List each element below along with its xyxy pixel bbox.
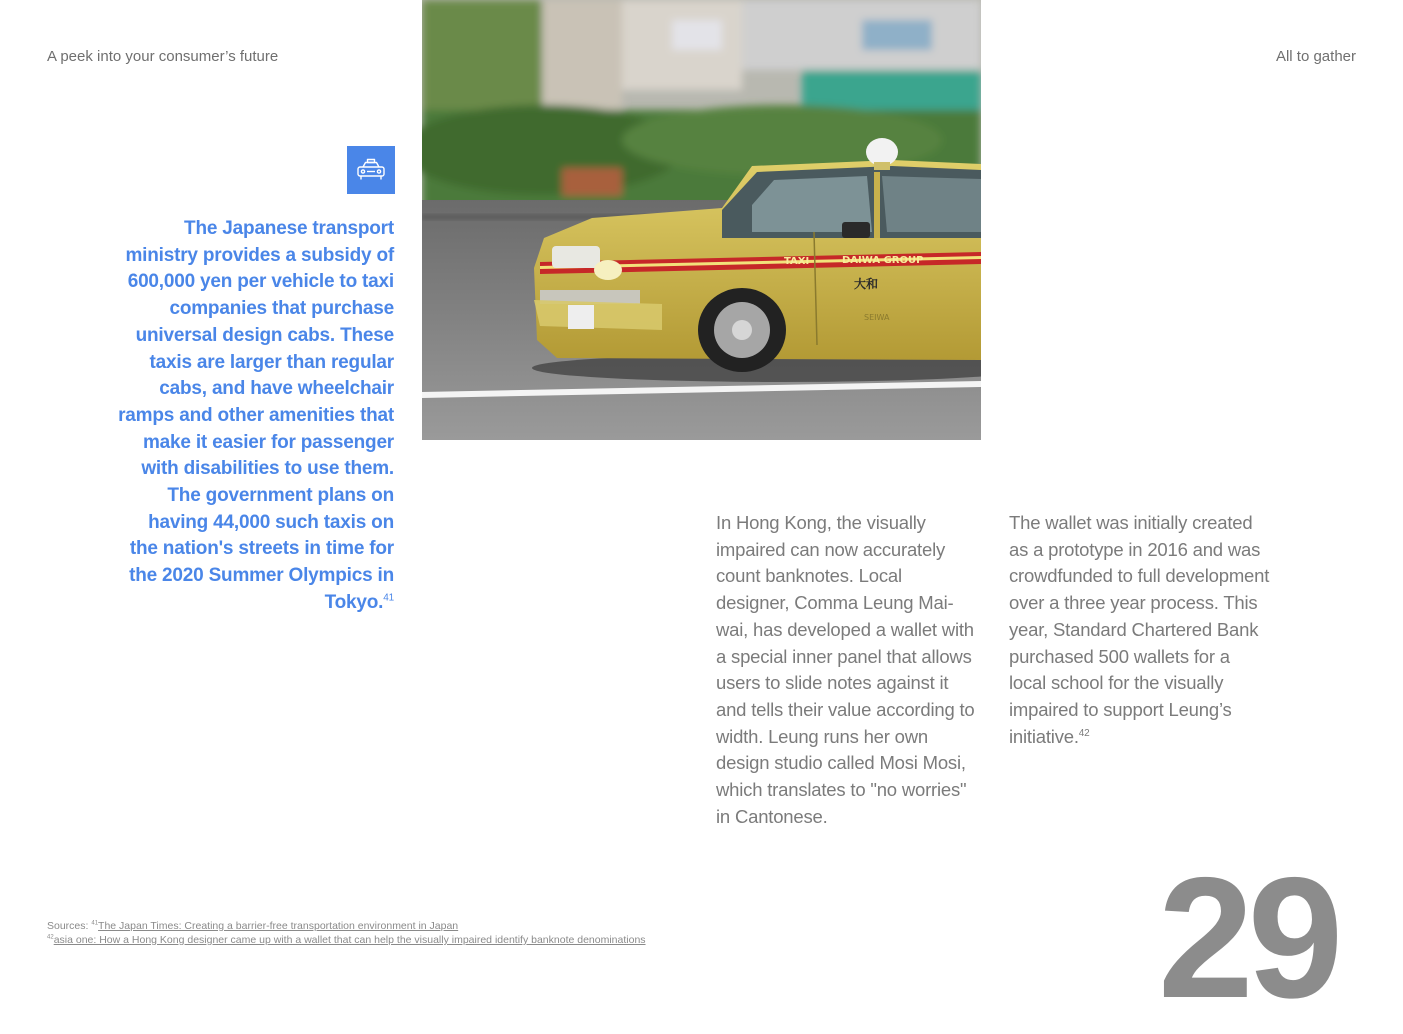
sources-label: Sources: (47, 920, 89, 932)
source-line-1 (47, 919, 646, 933)
source-ref-41: 41 (91, 920, 99, 927)
highlight-quote (118, 216, 394, 617)
body-column-1: In Hong Kong, the visually impaired can now accurately count banknotes. Local designer, Comma Leung Mai-wai, has developed a wallet with a special inner panel that allows users to slide notes against it and tells their value according to width. Leung runs her own design studio called Mosi Mosi, which translates to "no worries" in Cantonese. (716, 512, 975, 827)
door-kanji: 大和 (854, 277, 879, 291)
taxi-icon (355, 158, 387, 182)
sources (47, 919, 646, 947)
source-link-41[interactable]: The Japan Times: Creating a barrier-free transportation environment in Japan (98, 920, 459, 932)
taxi-icon-badge (347, 146, 395, 194)
highlight-quote-text: The Japanese transport ministry provides a subsidy of 600,000 yen per vehicle to taxi companies that purchase universal design cabs. These taxis are larger than regular cabs, and have wheelchair ramps and other amenities that make it easier for passenger with disabilities to use them. The government plans on having 44,000 such taxis on the nation's streets in time for the 2020 Summer Olympics in Tokyo. (118, 218, 394, 613)
footnote-ref-41: 41 (383, 592, 394, 604)
plate-text: SEIWA (864, 313, 890, 322)
source-line-2 (47, 933, 646, 947)
body-column-2-text: The wallet was initially created as a prototype in 2016 and was crowdfunded to full development over a three year process. This year, Standard Chartered Bank purchased 500 wallets for a local school for the visually impaired to support Leung’s initiative. (1009, 512, 1270, 747)
taxi-photo (422, 0, 981, 440)
source-link-42[interactable]: asia one: How a Hong Kong designer came up with a wallet that can help the visually impaired identify banknote denominations (53, 934, 646, 946)
footnote-ref-42: 42 (1078, 727, 1090, 739)
running-header-chapter: All to gather (1275, 48, 1356, 65)
body-column-2 (1009, 510, 1271, 750)
source-ref-42: 42 (47, 934, 54, 941)
taxi-sign-text: TAXI (784, 256, 810, 267)
running-header-section: A peek into your consumer’s future (47, 48, 279, 65)
page-number: 29 (1158, 842, 1338, 1034)
door-text: DAIWA GROUP (842, 255, 924, 266)
